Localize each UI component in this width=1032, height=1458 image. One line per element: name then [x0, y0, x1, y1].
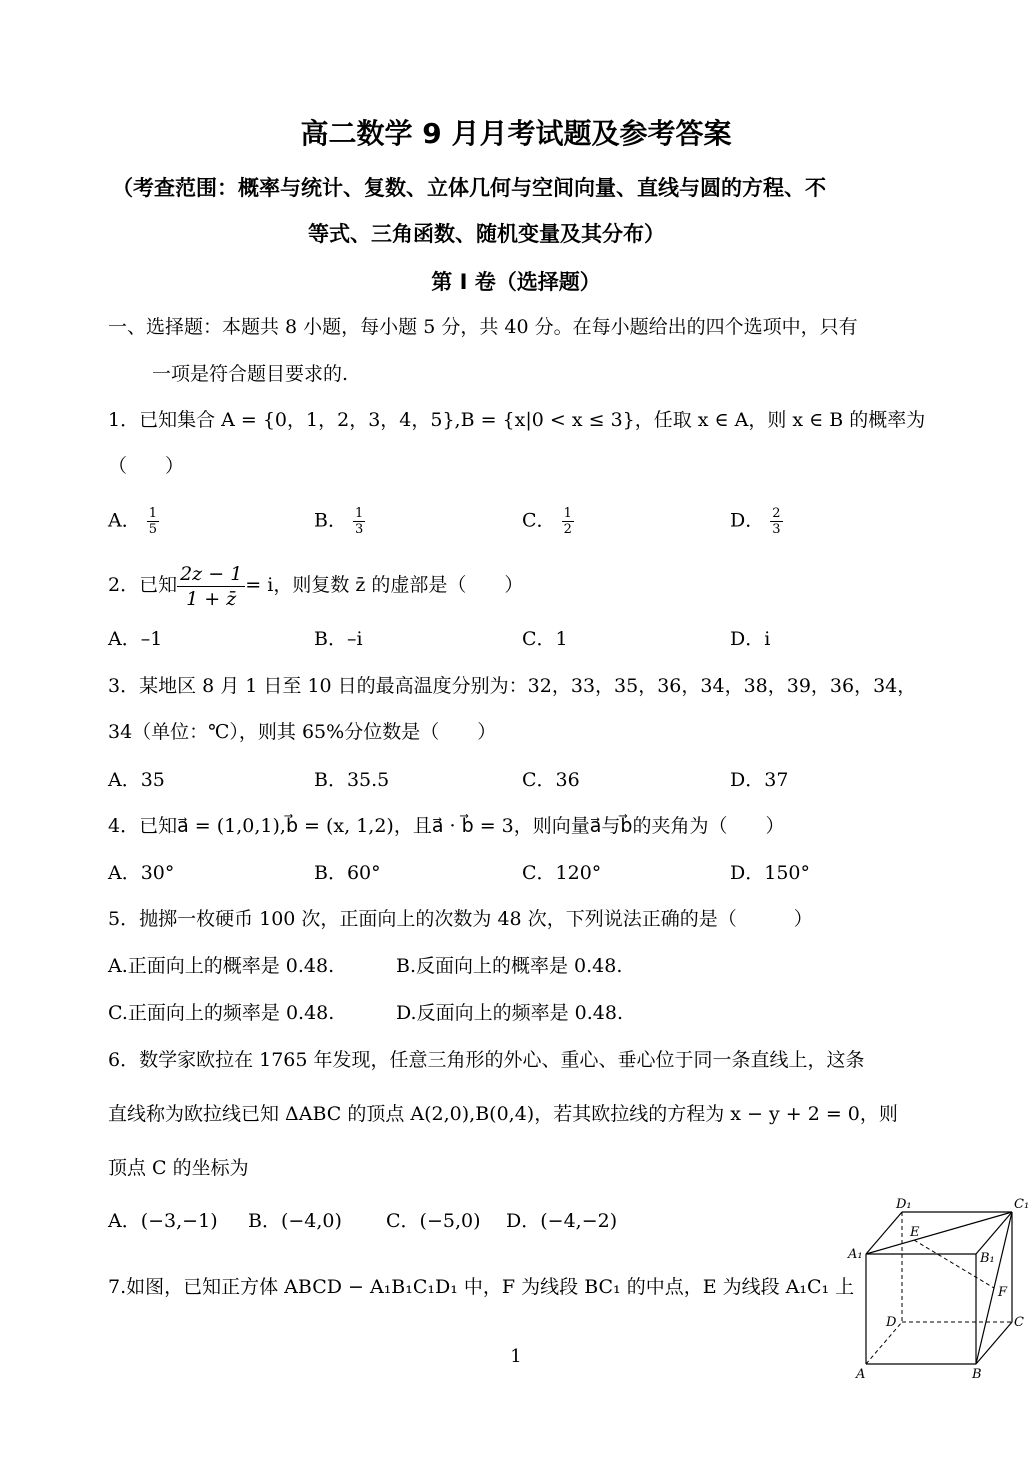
question-3-text-1: 3．某地区 8 月 1 日至 10 日的最高温度分别为：32，33，35，36，34，38，39，36，34， [108, 675, 917, 697]
question-3-text-2: 34（单位：℃），则其 65%分位数是（ ） [108, 721, 497, 743]
question-1-text: 1．已知集合 A = {0，1，2，3，4，5},B = {x|0 < x ≤ 3}，任取 x ∈ A，则 x ∈ B 的概率为 [108, 409, 926, 431]
label-a1: A₁ [848, 1247, 863, 1262]
label-b: B [972, 1367, 982, 1382]
label-e: E [910, 1225, 920, 1240]
volume-heading: 第 I 卷（选择题） [431, 270, 601, 294]
q6-option-a: A．(−3,−1) [108, 1210, 218, 1232]
q3-option-a: A．35 [108, 769, 165, 791]
label-f: F [998, 1285, 1008, 1300]
q5-option-d: D.反面向上的频率是 0.48. [396, 1002, 623, 1024]
q4-option-c: C．120° [522, 862, 602, 884]
section-instructions-2: 一项是符合题目要求的. [152, 363, 349, 385]
label-b1: B₁ [980, 1251, 995, 1266]
q6-option-d: D．(−4,−2) [506, 1210, 618, 1232]
section-instructions-1: 一、选择题：本题共 8 小题，每小题 5 分，共 40 分。在每小题给出的四个选项中，只有 [108, 316, 858, 338]
q1-option-c: C． $\frac{1}{2}$ [522, 506, 572, 537]
q5-option-b: B.反面向上的概率是 0.48. [396, 955, 623, 977]
q6-option-c: C．(−5,0) [386, 1210, 481, 1232]
q5-option-c: C.正面向上的频率是 0.48. [108, 1002, 335, 1024]
q2-option-a: A．–1 [108, 628, 163, 650]
q4-option-d: D．150° [730, 862, 810, 884]
scope-line-2: 等式、三角函数、随机变量及其分布） [308, 222, 665, 246]
q4-option-a: A．30° [108, 862, 175, 884]
q6-option-b: B．(−4,0) [248, 1210, 342, 1232]
q3-option-d: D．37 [730, 769, 789, 791]
q2-option-d: D．i [730, 628, 771, 650]
question-1-paren: （ ） [108, 455, 185, 477]
question-6-text-1: 6．数学家欧拉在 1765 年发现，任意三角形的外心、重心、垂心位于同一条直线上，这条 [108, 1049, 865, 1071]
q2-option-b: B．–i [314, 628, 363, 650]
q2-option-c: C．1 [522, 628, 568, 650]
label-d1: D₁ [896, 1197, 912, 1212]
label-c: C [1014, 1315, 1024, 1330]
q1-option-b: B． $\frac{1}{3}$ [314, 506, 364, 537]
q3-option-c: C．36 [522, 769, 580, 791]
q1-option-a: A． $\frac{1}{5}$ [108, 506, 158, 537]
q3-option-b: B．35.5 [314, 769, 390, 791]
label-a: A [856, 1367, 866, 1382]
label-d: D [886, 1315, 897, 1330]
page-title: 高二数学 9 月月考试题及参考答案 [300, 117, 732, 150]
page-number: 1 [510, 1346, 522, 1367]
question-4-text: 4．已知a⃗ = (1,0,1),b⃗ = (x, 1,2)，且a⃗ · b⃗ = 3，则向量a⃗与b⃗的夹角为（ ） [108, 815, 785, 837]
question-7-text: 7.如图，已知正方体 ABCD − A₁B₁C₁D₁ 中，F 为线段 BC₁ 的中点，E 为线段 A₁C₁ 上 [108, 1276, 855, 1298]
question-2-text: 2．已知 $\frac{2z - 1}{1 + z̄}$ = i，则复数 z̄ 的虚部是（ ） [108, 562, 524, 610]
q5-option-a: A.正面向上的概率是 0.48. [108, 955, 335, 977]
question-5-text: 5．抛掷一枚硬币 100 次，正面向上的次数为 48 次，下列说法正确的是（ ） [108, 908, 813, 930]
question-6-text-3: 顶点 C 的坐标为 [108, 1157, 249, 1179]
scope-line-1: （考查范围：概率与统计、复数、立体几何与空间向量、直线与圆的方程、不 [112, 176, 826, 200]
label-c1: C₁ [1014, 1197, 1030, 1212]
question-6-text-2: 直线称为欧拉线已知 ΔABC 的顶点 A(2,0),B(0,4)，若其欧拉线的方程为 x − y + 2 = 0，则 [108, 1103, 898, 1125]
q4-option-b: B．60° [314, 862, 381, 884]
q1-option-d: D． $\frac{2}{3}$ [730, 506, 781, 537]
